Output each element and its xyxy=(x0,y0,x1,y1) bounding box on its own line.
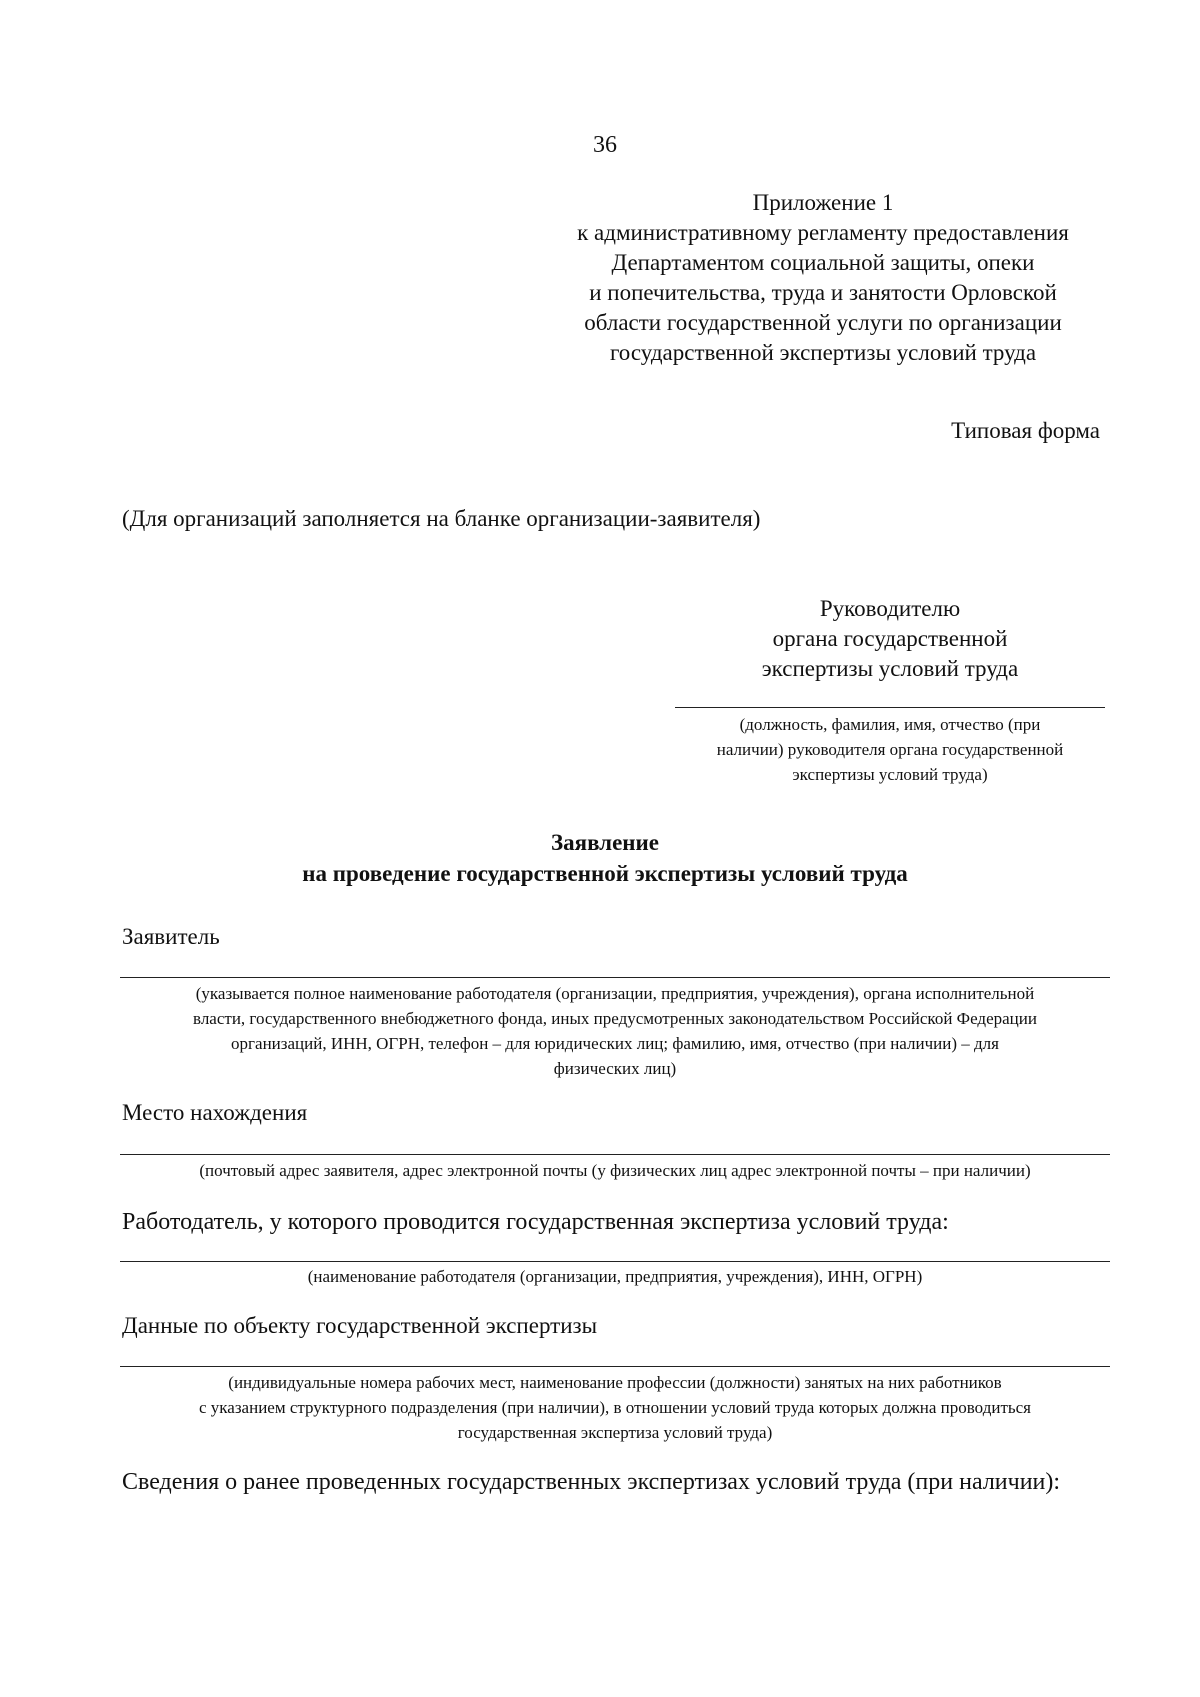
document-title-line2: на проведение государственной экспертизы условий труда xyxy=(302,861,908,886)
object-data-label: Данные по объекту государственной экспертизы xyxy=(122,1313,598,1338)
appendix-line: Департаментом социальной защиты, опеки xyxy=(611,250,1035,275)
addressee-caption-line: наличии) руководителя органа государственной xyxy=(716,740,1064,759)
addressee-fill-line[interactable] xyxy=(675,707,1105,708)
organization-note: (Для организаций заполняется на бланке организации-заявителя) xyxy=(122,506,761,531)
applicant-caption-line: физических лиц) xyxy=(553,1059,677,1078)
appendix-line: государственной экспертизы условий труда xyxy=(609,340,1037,365)
appendix-line: и попечительства, труда и занятости Орловской xyxy=(589,280,1057,305)
applicant-label: Заявитель xyxy=(122,924,220,949)
addressee-caption xyxy=(660,712,1120,787)
object-data-caption-line: государственная экспертиза условий труда) xyxy=(457,1423,773,1442)
page-number: 36 xyxy=(593,132,617,158)
addressee-line: Руководителю xyxy=(819,596,961,621)
employer-label: Работодатель, у которого проводится государственная экспертиза условий труда: xyxy=(122,1209,949,1235)
appendix-line: Приложение 1 xyxy=(752,190,894,215)
applicant-caption-line: власти, государственного внебюджетного фонда, иных предусмотренных законодательством Российской Федерации xyxy=(193,1009,1037,1028)
addressee-caption-line: (должность, фамилия, имя, отчество (при xyxy=(739,715,1041,734)
object-data-caption-line: с указанием структурного подразделения (при наличии), в отношении условий труда которых должна проводиться xyxy=(199,1398,1031,1417)
employer-fill-line[interactable] xyxy=(120,1261,1110,1262)
object-data-caption-line: (индивидуальные номера рабочих мест, наименование профессии (должности) занятых на них работников xyxy=(228,1373,1002,1392)
document-title-line1: Заявление xyxy=(550,830,660,855)
location-label: Место нахождения xyxy=(122,1100,308,1125)
applicant-caption xyxy=(110,981,1120,1081)
applicant-fill-line[interactable] xyxy=(120,977,1110,978)
object-data-fill-line[interactable] xyxy=(120,1366,1110,1367)
appendix-line: к административному регламенту предоставления xyxy=(577,220,1069,245)
object-data-caption xyxy=(110,1370,1120,1445)
location-caption-line: (почтовый адрес заявителя, адрес электронной почты (у физических лиц адрес электронной почты – при наличии) xyxy=(199,1161,1031,1180)
appendix-line: области государственной услуги по организации xyxy=(584,310,1062,335)
employer-caption xyxy=(110,1264,1120,1289)
form-type-label: Типовая форма xyxy=(951,418,1100,443)
location-caption xyxy=(110,1158,1120,1183)
addressee-line: экспертизы условий труда xyxy=(761,656,1019,681)
document-title xyxy=(0,827,1200,889)
employer-caption-line: (наименование работодателя (организации, предприятия, учреждения), ИНН, ОГРН) xyxy=(307,1267,923,1286)
location-fill-line[interactable] xyxy=(120,1154,1110,1155)
addressee-block xyxy=(660,594,1120,684)
addressee-line: органа государственной xyxy=(772,626,1008,651)
applicant-caption-line: организаций, ИНН, ОГРН, телефон – для юридических лиц; фамилию, имя, отчество (при наличии) – для xyxy=(231,1034,999,1053)
previous-expertise-label: Сведения о ранее проведенных государственных экспертизах условий труда (при наличии): xyxy=(122,1469,1061,1495)
addressee-caption-line: экспертизы условий труда) xyxy=(792,765,988,784)
appendix-header xyxy=(558,188,1088,368)
applicant-caption-line: (указывается полное наименование работодателя (организации, предприятия, учреждения), органа исполнительной xyxy=(195,984,1035,1003)
